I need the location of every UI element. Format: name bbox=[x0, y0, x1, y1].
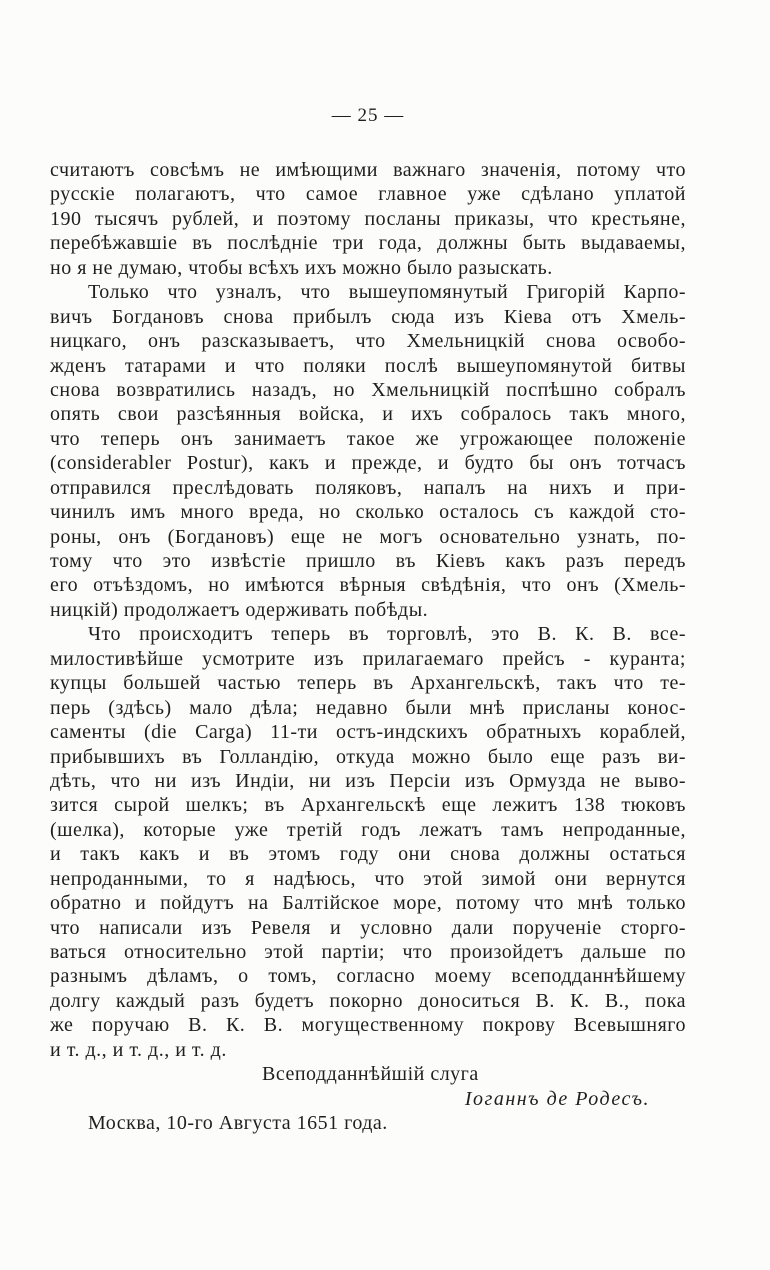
page-number: — 25 — bbox=[331, 105, 405, 126]
text-line: его отъѣздомъ, но имѣются вѣрныя свѣдѣнія, что онъ (Хмель- bbox=[50, 574, 686, 597]
text-line: отправился преслѣдовать поляковъ, напалъ на нихъ и при- bbox=[50, 476, 686, 499]
text-line: жденъ татарами и что поляки послѣ вышеупомянутой битвы bbox=[50, 354, 686, 377]
text-line: чинилъ имъ много вреда, но сколько осталось съ каждой сто- bbox=[50, 501, 686, 524]
text-line: саменты (die Carga) 11-ти остъ-индскихъ обратныхъ кораблей, bbox=[50, 721, 686, 744]
text-line: русскіе полагаютъ, что самое главное уже сдѣлано уплатой bbox=[50, 183, 686, 206]
text-line: ницкаго, онъ разсказываетъ, что Хмельницкій снова освобо- bbox=[50, 330, 686, 353]
text-line: ваться относительно этой партіи; что произойдетъ дальше по bbox=[50, 941, 686, 963]
text-line: дѣть, что ни изъ Индіи, ни изъ Персіи изъ Ормузда не выво- bbox=[50, 769, 686, 792]
text-line: купцы большей частью теперь въ Архангельскѣ, такъ что те- bbox=[50, 672, 686, 695]
text-line: снова возвратились назадъ, но Хмельницкій поспѣшно собралъ bbox=[50, 378, 686, 401]
text-line: перебѣжавшіе въ послѣдніе три года, должны быть выдаваемы, bbox=[50, 232, 686, 255]
paragraph bbox=[50, 622, 686, 1062]
text-line: роны, онъ (Богдановъ) еще не могъ основательно узнать, по- bbox=[50, 525, 686, 548]
text-line: прибывшихъ въ Голландію, откуда можно было еще разъ ви- bbox=[50, 745, 686, 768]
text-line: милостивѣйше усмотрите изъ прилагаемаго прейсъ - куранта; bbox=[50, 647, 686, 670]
text-line: Только что узналъ, что вышеупомянутый Григорій Карпо- bbox=[88, 281, 686, 304]
signature-name: Іоганнъ де Родесъ. bbox=[464, 1087, 650, 1110]
text-line: но я не думаю, чтобы всѣхъ ихъ можно было разыскать. bbox=[50, 256, 553, 279]
text-line: 190 тысячъ рублей, и поэтому посланы приказы, что крестьяне, bbox=[50, 207, 686, 230]
text-line: Что происходитъ теперь въ торговлѣ, это В. К. В. все- bbox=[88, 623, 686, 646]
text-line: (considerabler Postur), какъ и прежде, и будто бы онъ тотчасъ bbox=[50, 452, 686, 475]
text-line: опять свои разсѣянныя войска, и ихъ собралось такъ много, bbox=[50, 403, 686, 426]
text-line: ницкій) продолжаетъ одерживать побѣды. bbox=[50, 598, 429, 621]
text-line: считаютъ совсѣмъ не имѣющими важнаго значенія, потому что bbox=[50, 159, 686, 181]
text-line: и такъ какъ и въ этомъ году они снова должны остаться bbox=[50, 843, 686, 866]
text-line: и т. д., и т. д., и т. д. bbox=[50, 1038, 227, 1061]
text-line: же поручаю В. К. В. могущественному покрову Всевышняго bbox=[50, 1014, 686, 1037]
text-line: разнымъ дѣламъ, о томъ, согласно моему всеподданнѣйшему bbox=[50, 965, 686, 988]
page-body bbox=[50, 158, 686, 1136]
text-line: тому что это извѣстіе пришло въ Кіевъ какъ разъ передъ bbox=[50, 550, 686, 572]
text-line: зится сырой шелкъ; въ Архангельскѣ еще лежитъ 138 тюковъ bbox=[50, 794, 686, 817]
paragraph bbox=[50, 280, 686, 622]
paragraph bbox=[50, 158, 686, 280]
date-line: Москва, 10-го Августа 1651 года. bbox=[88, 1112, 388, 1135]
text-line: вичъ Богдановъ снова прибылъ сюда изъ Кіева отъ Хмель- bbox=[50, 305, 686, 328]
text-line: обратно и пойдутъ на Балтійское море, потому что мнѣ только bbox=[50, 892, 686, 915]
signature-closing: Всеподданнѣйшій слуга bbox=[262, 1063, 479, 1086]
text-line: (шелка), которые уже третій годъ лежатъ тамъ непроданные, bbox=[50, 818, 686, 841]
text-line: долгу каждый разъ будетъ покорно доноситься В. К. В., пока bbox=[50, 989, 686, 1012]
text-line: непроданными, то я надѣюсь, что этой зимой они вернутся bbox=[50, 867, 686, 890]
text-line: перь (здѣсь) мало дѣла; недавно были мнѣ присланы конос- bbox=[50, 696, 686, 719]
text-line: что написали изъ Ревеля и условно дали порученіе сторго- bbox=[50, 916, 686, 939]
text-line: что теперь онъ занимаетъ такое же угрожающее положеніе bbox=[50, 427, 686, 450]
